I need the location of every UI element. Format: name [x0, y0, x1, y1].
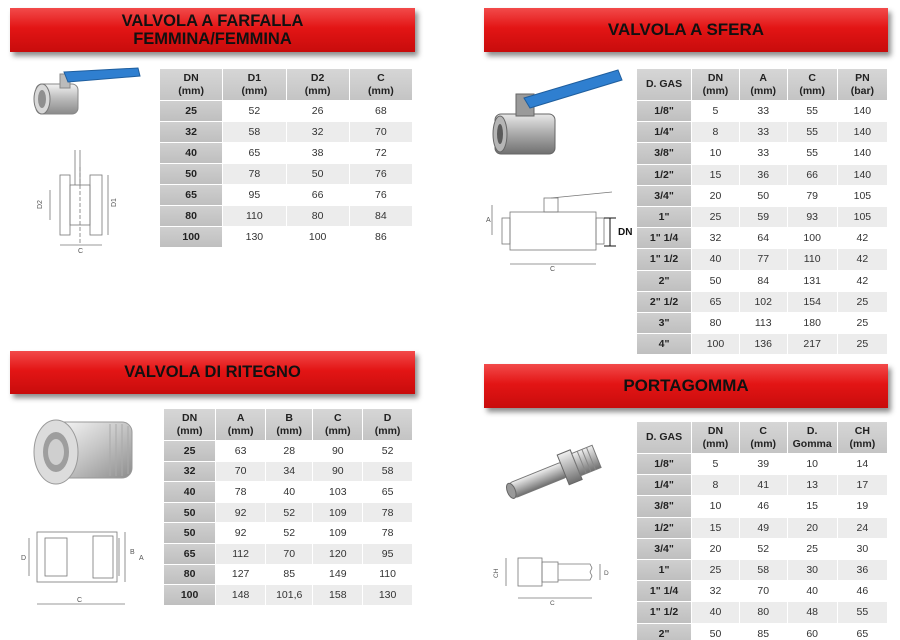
table-cell: 95: [363, 544, 412, 564]
table-cell: 25: [692, 560, 739, 580]
table-cell: 40: [266, 482, 312, 502]
row-key-cell: 50: [160, 164, 222, 184]
table-header-row: [164, 409, 412, 440]
table-cell: 102: [740, 292, 787, 312]
table-cell: 127: [216, 565, 265, 585]
table-cell: 66: [287, 185, 349, 205]
table-row: [637, 101, 887, 121]
table-cell: 100: [788, 228, 837, 248]
table-cell: 50: [287, 164, 349, 184]
table-cell: 36: [740, 165, 787, 185]
table-cell: 24: [838, 518, 887, 538]
table-cell: 5: [692, 454, 739, 474]
table-cell: 32: [287, 122, 349, 142]
table-cell: 130: [223, 227, 285, 247]
table-cell: 10: [692, 143, 739, 163]
hose-fitting-photo: [498, 438, 608, 510]
table-cell: 58: [223, 122, 285, 142]
table-cell: 55: [788, 101, 837, 121]
table-row: [637, 186, 887, 206]
table-cell: 34: [266, 462, 312, 482]
table-cell: 25: [838, 313, 887, 333]
table-row: [637, 249, 887, 269]
column-header: DN (mm): [692, 422, 739, 453]
table-cell: 148: [216, 585, 265, 605]
table-cell: 50: [740, 186, 787, 206]
table-cell: 86: [350, 227, 412, 247]
row-key-cell: 4": [637, 334, 691, 354]
table-cell: 46: [838, 581, 887, 601]
table-cell: 105: [838, 186, 887, 206]
row-key-cell: 100: [160, 227, 222, 247]
table-cell: 140: [838, 143, 887, 163]
table-cell: 20: [692, 186, 739, 206]
table-cell: 70: [740, 581, 787, 601]
row-key-cell: 3/4": [637, 186, 691, 206]
table-cell: 84: [350, 206, 412, 226]
check-valve-title: [10, 351, 415, 394]
table-row: [164, 544, 412, 564]
hose-fitting-table: [636, 421, 888, 640]
table-cell: 90: [313, 441, 362, 461]
table-header-row: [160, 69, 412, 100]
table-row: [160, 206, 412, 226]
table-cell: 58: [740, 560, 787, 580]
table-cell: 154: [788, 292, 837, 312]
table-cell: 92: [216, 523, 265, 543]
row-key-cell: 1" 1/2: [637, 602, 691, 622]
table-cell: 140: [838, 101, 887, 121]
row-key-cell: 1/4": [637, 475, 691, 495]
table-cell: 80: [740, 602, 787, 622]
drawing-label-d1: D1: [111, 198, 118, 207]
hose-fitting-drawing: [490, 540, 615, 606]
table-cell: 20: [788, 518, 837, 538]
column-header: A (mm): [740, 69, 787, 100]
table-cell: 55: [788, 143, 837, 163]
hose-fitting-title: [484, 364, 888, 408]
column-header: D2 (mm): [287, 69, 349, 100]
table-cell: 78: [216, 482, 265, 502]
table-cell: 149: [313, 565, 362, 585]
table-cell: 109: [313, 523, 362, 543]
table-cell: 40: [692, 602, 739, 622]
table-cell: 65: [363, 482, 412, 502]
table-row: [164, 523, 412, 543]
column-header: C (mm): [313, 409, 362, 440]
table-cell: 103: [313, 482, 362, 502]
table-cell: 41: [740, 475, 787, 495]
butterfly-valve-table: [159, 68, 413, 248]
table-cell: 50: [692, 624, 739, 640]
row-key-cell: 80: [164, 565, 215, 585]
table-cell: 17: [838, 475, 887, 495]
table-cell: 85: [740, 624, 787, 640]
table-row: [637, 313, 887, 333]
table-row: [164, 585, 412, 605]
column-header: B (mm): [266, 409, 312, 440]
table-cell: 95: [223, 185, 285, 205]
check-title: VALVOLA DI RITEGNO: [124, 363, 301, 382]
table-row: [637, 122, 887, 142]
table-cell: 76: [350, 185, 412, 205]
row-key-cell: 1/8": [637, 454, 691, 474]
column-header: C (mm): [350, 69, 412, 100]
table-cell: 80: [287, 206, 349, 226]
table-cell: 112: [216, 544, 265, 564]
column-header: PN (bar): [838, 69, 887, 100]
row-key-cell: 40: [160, 143, 222, 163]
table-cell: 25: [692, 207, 739, 227]
table-cell: 100: [692, 334, 739, 354]
column-header: D. GAS: [637, 69, 691, 100]
table-cell: 140: [838, 122, 887, 142]
ball-valve-photo: [490, 66, 630, 166]
table-cell: 92: [216, 503, 265, 523]
check-valve-drawing: [15, 518, 150, 610]
table-cell: 42: [838, 271, 887, 291]
table-row: [164, 441, 412, 461]
drawing-label-d: D: [604, 570, 609, 577]
row-key-cell: 3/4": [637, 539, 691, 559]
table-cell: 68: [350, 101, 412, 121]
table-row: [637, 454, 887, 474]
table-row: [637, 518, 887, 538]
column-header: C (mm): [740, 422, 787, 453]
table-cell: 8: [692, 475, 739, 495]
table-cell: 10: [692, 496, 739, 516]
table-cell: 13: [788, 475, 837, 495]
table-row: [160, 227, 412, 247]
row-key-cell: 1" 1/2: [637, 249, 691, 269]
table-cell: 25: [788, 539, 837, 559]
table-row: [637, 496, 887, 516]
table-row: [637, 539, 887, 559]
row-key-cell: 65: [160, 185, 222, 205]
butterfly-title-line2: FEMMINA/FEMMINA: [133, 30, 292, 48]
table-row: [637, 165, 887, 185]
check-valve-photo: [22, 408, 140, 498]
row-key-cell: 1/4": [637, 122, 691, 142]
table-row: [637, 560, 887, 580]
column-header: C (mm): [788, 69, 837, 100]
table-cell: 78: [223, 164, 285, 184]
column-header: D. Gomma: [788, 422, 837, 453]
table-cell: 80: [692, 313, 739, 333]
table-cell: 217: [788, 334, 837, 354]
table-row: [637, 271, 887, 291]
table-cell: 131: [788, 271, 837, 291]
row-key-cell: 1": [637, 207, 691, 227]
row-key-cell: 25: [160, 101, 222, 121]
table-cell: 52: [363, 441, 412, 461]
table-cell: 32: [692, 228, 739, 248]
table-cell: 93: [788, 207, 837, 227]
table-row: [637, 475, 887, 495]
table-row: [637, 602, 887, 622]
drawing-label-ch: CH: [493, 568, 500, 578]
table-cell: 30: [838, 539, 887, 559]
table-cell: 14: [838, 454, 887, 474]
hose-title: PORTAGOMMA: [623, 375, 749, 395]
table-cell: 109: [313, 503, 362, 523]
table-cell: 48: [788, 602, 837, 622]
column-header: A (mm): [216, 409, 265, 440]
table-row: [637, 292, 887, 312]
drawing-label-dn: DN: [618, 227, 633, 238]
table-cell: 65: [223, 143, 285, 163]
table-row: [637, 624, 887, 640]
table-row: [160, 185, 412, 205]
table-cell: 65: [838, 624, 887, 640]
table-row: [164, 503, 412, 523]
table-cell: 140: [838, 165, 887, 185]
ball-valve-title: [484, 8, 888, 52]
column-header: CH (mm): [838, 422, 887, 453]
table-row: [160, 122, 412, 142]
table-cell: 110: [363, 565, 412, 585]
table-cell: 60: [788, 624, 837, 640]
drawing-label-c: C: [550, 266, 556, 272]
table-cell: 110: [788, 249, 837, 269]
table-row: [637, 581, 887, 601]
table-cell: 30: [788, 560, 837, 580]
table-cell: 105: [838, 207, 887, 227]
table-cell: 58: [363, 462, 412, 482]
table-cell: 38: [287, 143, 349, 163]
row-key-cell: 40: [164, 482, 215, 502]
table-cell: 78: [363, 523, 412, 543]
table-cell: 5: [692, 101, 739, 121]
table-cell: 15: [692, 165, 739, 185]
table-cell: 100: [287, 227, 349, 247]
table-row: [160, 164, 412, 184]
row-key-cell: 32: [160, 122, 222, 142]
row-key-cell: 2" 1/2: [637, 292, 691, 312]
table-cell: 52: [266, 503, 312, 523]
column-header: D. GAS: [637, 422, 691, 453]
check-valve-table: [163, 408, 413, 606]
drawing-label-a: A: [139, 555, 144, 562]
row-key-cell: 32: [164, 462, 215, 482]
table-cell: 25: [838, 334, 887, 354]
table-cell: 10: [788, 454, 837, 474]
row-key-cell: 100: [164, 585, 215, 605]
table-cell: 19: [838, 496, 887, 516]
table-cell: 25: [838, 292, 887, 312]
row-key-cell: 25: [164, 441, 215, 461]
table-cell: 79: [788, 186, 837, 206]
table-row: [637, 228, 887, 248]
table-cell: 39: [740, 454, 787, 474]
drawing-label-c: C: [78, 248, 84, 255]
table-cell: 84: [740, 271, 787, 291]
table-cell: 72: [350, 143, 412, 163]
drawing-label-d2: D2: [37, 200, 44, 209]
table-cell: 49: [740, 518, 787, 538]
table-cell: 55: [838, 602, 887, 622]
table-cell: 15: [788, 496, 837, 516]
row-key-cell: 1" 1/4: [637, 581, 691, 601]
column-header: D (mm): [363, 409, 412, 440]
table-cell: 180: [788, 313, 837, 333]
table-cell: 70: [350, 122, 412, 142]
table-cell: 101,6: [266, 585, 312, 605]
table-cell: 113: [740, 313, 787, 333]
row-key-cell: 2": [637, 624, 691, 640]
table-cell: 20: [692, 539, 739, 559]
table-row: [637, 143, 887, 163]
ball-valve-drawing: [482, 190, 637, 272]
row-key-cell: 1/2": [637, 165, 691, 185]
table-cell: 77: [740, 249, 787, 269]
table-cell: 52: [740, 539, 787, 559]
table-cell: 46: [740, 496, 787, 516]
table-cell: 36: [838, 560, 887, 580]
ball-title: VALVOLA A SFERA: [607, 19, 765, 39]
row-key-cell: 50: [164, 523, 215, 543]
column-header: DN (mm): [692, 69, 739, 100]
table-cell: 50: [692, 271, 739, 291]
table-cell: 59: [740, 207, 787, 227]
table-cell: 66: [788, 165, 837, 185]
table-row: [164, 462, 412, 482]
table-cell: 33: [740, 101, 787, 121]
drawing-label-c: C: [550, 600, 555, 606]
table-cell: 42: [838, 249, 887, 269]
table-cell: 55: [788, 122, 837, 142]
row-key-cell: 3/8": [637, 143, 691, 163]
table-cell: 15: [692, 518, 739, 538]
table-cell: 120: [313, 544, 362, 564]
table-cell: 32: [692, 581, 739, 601]
table-header-row: [637, 422, 887, 453]
table-row: [164, 565, 412, 585]
table-cell: 28: [266, 441, 312, 461]
table-cell: 8: [692, 122, 739, 142]
table-cell: 33: [740, 143, 787, 163]
table-cell: 26: [287, 101, 349, 121]
row-key-cell: 50: [164, 503, 215, 523]
drawing-label-a: A: [486, 217, 491, 224]
table-cell: 70: [266, 544, 312, 564]
butterfly-valve-title: [10, 8, 415, 52]
table-cell: 42: [838, 228, 887, 248]
row-key-cell: 65: [164, 544, 215, 564]
row-key-cell: 3/8": [637, 496, 691, 516]
table-cell: 40: [788, 581, 837, 601]
table-cell: 33: [740, 122, 787, 142]
row-key-cell: 1": [637, 560, 691, 580]
table-cell: 78: [363, 503, 412, 523]
table-cell: 52: [266, 523, 312, 543]
table-cell: 40: [692, 249, 739, 269]
ball-valve-table: [636, 68, 888, 355]
table-cell: 70: [216, 462, 265, 482]
row-key-cell: 1/2": [637, 518, 691, 538]
row-key-cell: 1/8": [637, 101, 691, 121]
table-cell: 64: [740, 228, 787, 248]
butterfly-title-line1: VALVOLA A FARFALLA: [121, 11, 304, 30]
table-header-row: [637, 69, 887, 100]
table-cell: 136: [740, 334, 787, 354]
table-row: [160, 101, 412, 121]
row-key-cell: 3": [637, 313, 691, 333]
table-row: [160, 143, 412, 163]
table-cell: 52: [223, 101, 285, 121]
column-header: D1 (mm): [223, 69, 285, 100]
table-cell: 63: [216, 441, 265, 461]
row-key-cell: 2": [637, 271, 691, 291]
table-cell: 90: [313, 462, 362, 482]
butterfly-valve-drawing: [30, 145, 150, 255]
row-key-cell: 1" 1/4: [637, 228, 691, 248]
table-row: [637, 334, 887, 354]
column-header: DN (mm): [164, 409, 215, 440]
table-cell: 76: [350, 164, 412, 184]
butterfly-valve-photo: [30, 62, 145, 122]
drawing-label-b: B: [130, 549, 135, 556]
drawing-label-d: D: [21, 555, 27, 562]
row-key-cell: 80: [160, 206, 222, 226]
table-row: [637, 207, 887, 227]
table-cell: 110: [223, 206, 285, 226]
table-cell: 158: [313, 585, 362, 605]
drawing-label-c: C: [77, 597, 83, 604]
table-cell: 130: [363, 585, 412, 605]
column-header: DN (mm): [160, 69, 222, 100]
table-cell: 85: [266, 565, 312, 585]
table-row: [164, 482, 412, 502]
table-cell: 65: [692, 292, 739, 312]
